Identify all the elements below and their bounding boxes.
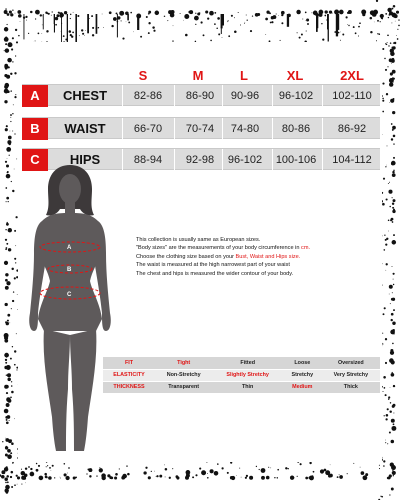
value-cell: 104-112	[332, 154, 372, 166]
marker-label: C	[67, 292, 72, 298]
body-figure	[20, 163, 120, 453]
fit-table	[103, 357, 380, 394]
info-line: The chest and hips is measured the wider contour of your body.	[136, 270, 294, 277]
info-line: "Body sizes" are the measurements of your body circumference in cm.	[136, 245, 311, 252]
value-cell: 96-102	[227, 154, 263, 166]
value-cell: 86-92	[337, 123, 367, 135]
row-letter: B	[22, 118, 48, 140]
fit-cell: Loose	[283, 357, 322, 369]
fit-cell: Thin	[212, 381, 283, 393]
value-cell: 82-86	[133, 90, 163, 102]
fit-cell: Thick	[322, 381, 380, 393]
size-label: L	[240, 68, 248, 83]
fit-cell: Stretchy	[283, 369, 322, 381]
info-line: Choose the clothing size based on your Bust, Waist and Hips size.	[136, 253, 301, 260]
measurement-name: HIPS	[69, 152, 101, 167]
value-cell: 92-98	[185, 154, 215, 166]
elasticity-row	[103, 369, 380, 381]
fit-cell: Very Stretchy	[322, 369, 380, 381]
value-cell: 100-106	[275, 154, 317, 166]
fit-cell: Slightly Stretchy	[212, 369, 283, 381]
fit-cell: Transparent	[155, 381, 212, 393]
row-letter: A	[22, 85, 48, 107]
measurement-row-chest	[22, 84, 380, 106]
size-label: M	[192, 68, 204, 83]
fit-row	[103, 357, 380, 369]
value-cell: 86-90	[185, 90, 215, 102]
marker-label: B	[67, 267, 72, 273]
info-text	[136, 236, 388, 278]
info-line: The waist is measured at the high narrowest part of your waist	[136, 262, 290, 269]
value-cell: 70-74	[185, 123, 215, 135]
size-label: 2XL	[340, 68, 364, 83]
marker-label: A	[67, 245, 72, 251]
size-label: S	[138, 68, 148, 83]
measurement-name: CHEST	[62, 88, 108, 103]
row-label: THICKNESS	[103, 381, 155, 393]
value-cell: 102-110	[332, 90, 372, 102]
value-cell: 90-96	[230, 90, 260, 102]
fit-cell: Oversized	[322, 357, 380, 369]
value-cell: 80-86	[281, 123, 311, 135]
fit-cell: Medium	[283, 381, 322, 393]
measurement-row-waist	[22, 117, 380, 139]
value-cell: 96-102	[278, 90, 314, 102]
info-line: This collection is usually same as European sizes.	[136, 237, 261, 243]
row-label: ELASTICITY	[103, 369, 155, 381]
row-label: FIT	[103, 357, 155, 369]
fit-cell: Non-Stretchy	[155, 369, 212, 381]
thickness-row	[103, 381, 380, 393]
value-cell: 74-80	[230, 123, 260, 135]
value-cell: 66-70	[133, 123, 163, 135]
value-cell: 88-94	[133, 154, 163, 166]
size-label: XL	[286, 68, 304, 83]
row-letter: C	[22, 149, 48, 171]
fit-cell: Tight	[155, 357, 212, 369]
measurement-name: WAIST	[64, 121, 106, 136]
fit-cell: Fitted	[212, 357, 283, 369]
size-header	[0, 68, 400, 84]
